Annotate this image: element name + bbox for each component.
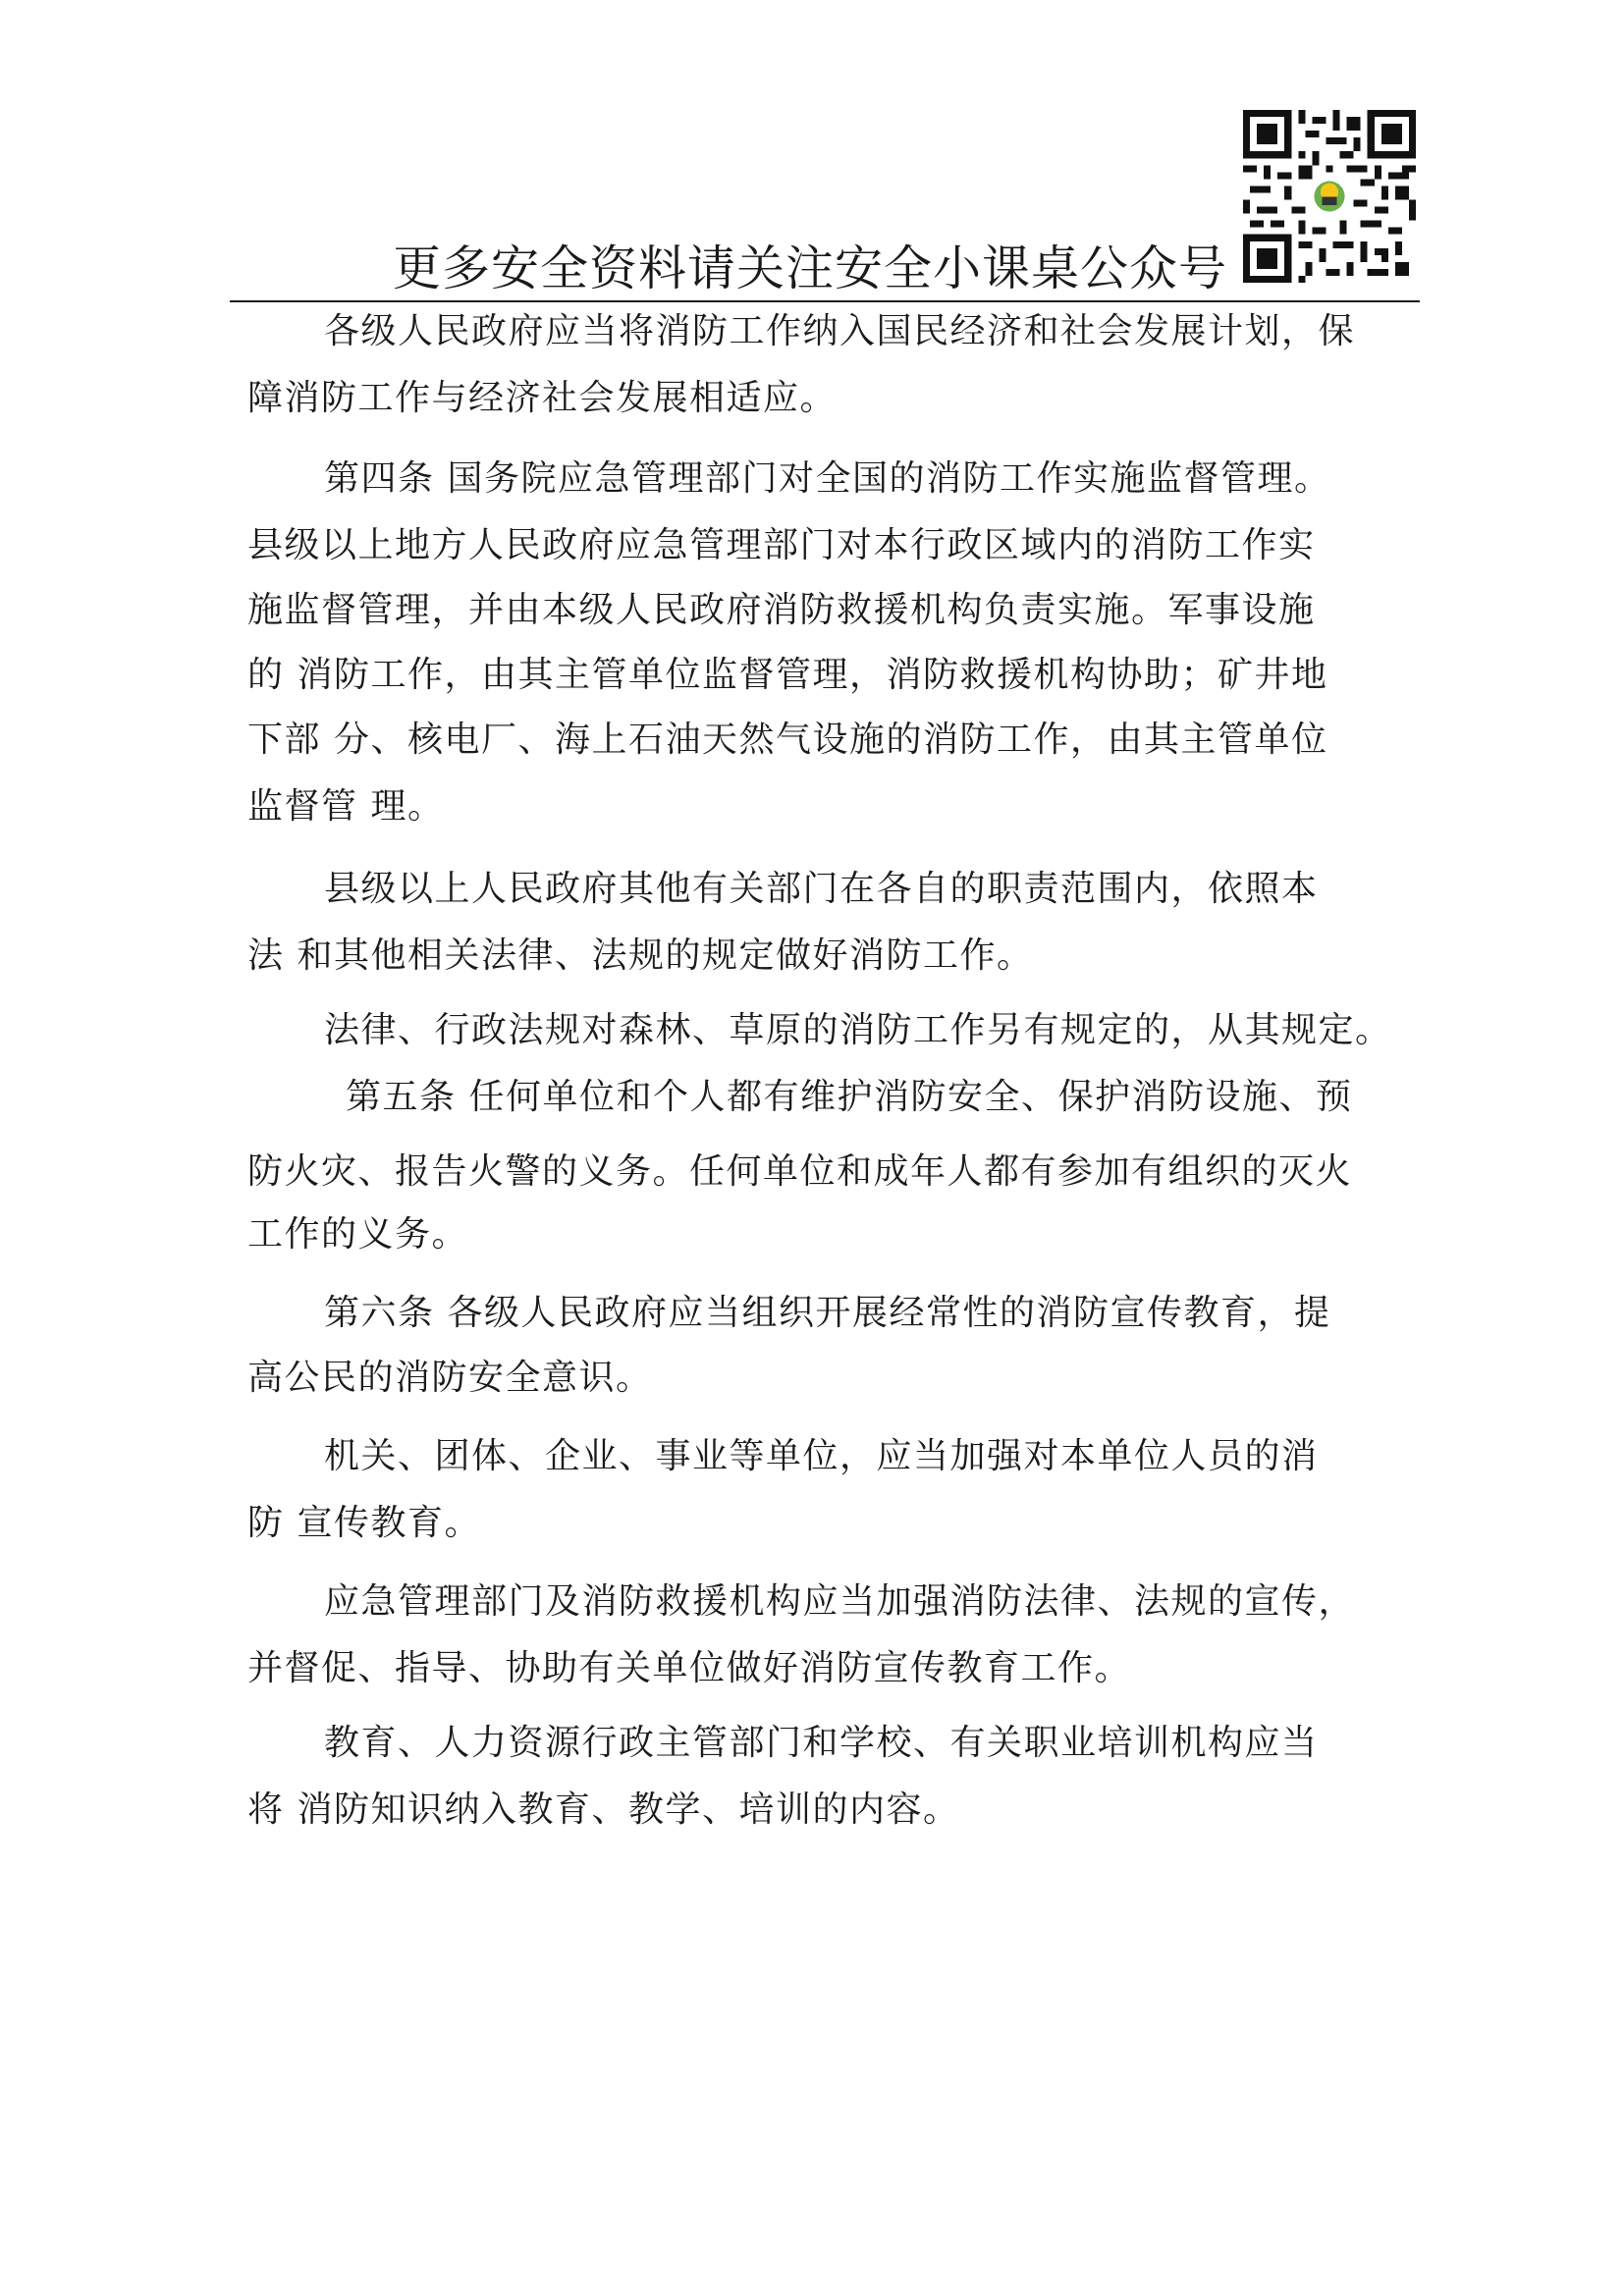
text-line: 下部 分、核电厂、海上石油天然气设施的消防工作，由其主管单位 bbox=[247, 720, 1328, 760]
qr-code-icon bbox=[1243, 110, 1416, 283]
text-line: 高公民的消防安全意识。 bbox=[247, 1358, 653, 1398]
text-line: 监督管 理。 bbox=[247, 786, 445, 827]
text-line: 机关、团体、企业、事业等单位，应当加强对本单位人员的消 bbox=[324, 1436, 1319, 1476]
text-line: 第四条 国务院应急管理部门对全国的消防工作实施监督管理。 bbox=[324, 458, 1331, 499]
text-line: 教育、人力资源行政主管部门和学校、有关职业培训机构应当 bbox=[324, 1723, 1319, 1763]
text-line: 第六条 各级人民政府应当组织开展经常性的消防宣传教育，提 bbox=[324, 1293, 1331, 1333]
header-title: 更多安全资料请关注安全小课桌公众号 bbox=[393, 240, 1228, 296]
text-line: 县级以上地方人民政府应急管理部门对本行政区域内的消防工作实 bbox=[247, 525, 1316, 565]
text-line: 的 消防工作，由其主管单位监督管理，消防救援机构协助；矿井地 bbox=[247, 655, 1328, 695]
text-line: 障消防工作与经济社会发展相适应。 bbox=[247, 378, 838, 418]
header-divider bbox=[230, 300, 1420, 302]
text-line: 法 和其他相关法律、法规的规定做好消防工作。 bbox=[247, 935, 1034, 976]
text-line: 防 宣传教育。 bbox=[247, 1503, 481, 1543]
text-line: 应急管理部门及消防救援机构应当加强消防法律、法规的宣传， bbox=[324, 1581, 1356, 1622]
text-line: 将 消防知识纳入教育、教学、培训的内容。 bbox=[247, 1789, 960, 1830]
text-line: 并督促、指导、协助有关单位做好消防宣传教育工作。 bbox=[247, 1648, 1132, 1688]
text-line: 第五条 任何单位和个人都有维护消防安全、保护消防设施、预 bbox=[346, 1077, 1353, 1117]
text-line: 施监督管理，并由本级人民政府消防救援机构负责实施。军事设施 bbox=[247, 590, 1316, 630]
text-line: 法律、行政法规对森林、草原的消防工作另有规定的，从其规定。 bbox=[324, 1010, 1392, 1050]
text-line: 县级以上人民政府其他有关部门在各自的职责范围内，依照本 bbox=[324, 869, 1319, 909]
text-line: 防火灾、报告火警的义务。任何单位和成年人都有参加有组织的灭火 bbox=[247, 1151, 1353, 1192]
text-line: 工作的义务。 bbox=[247, 1214, 469, 1255]
text-line: 各级人民政府应当将消防工作纳入国民经济和社会发展计划，保 bbox=[324, 311, 1356, 351]
